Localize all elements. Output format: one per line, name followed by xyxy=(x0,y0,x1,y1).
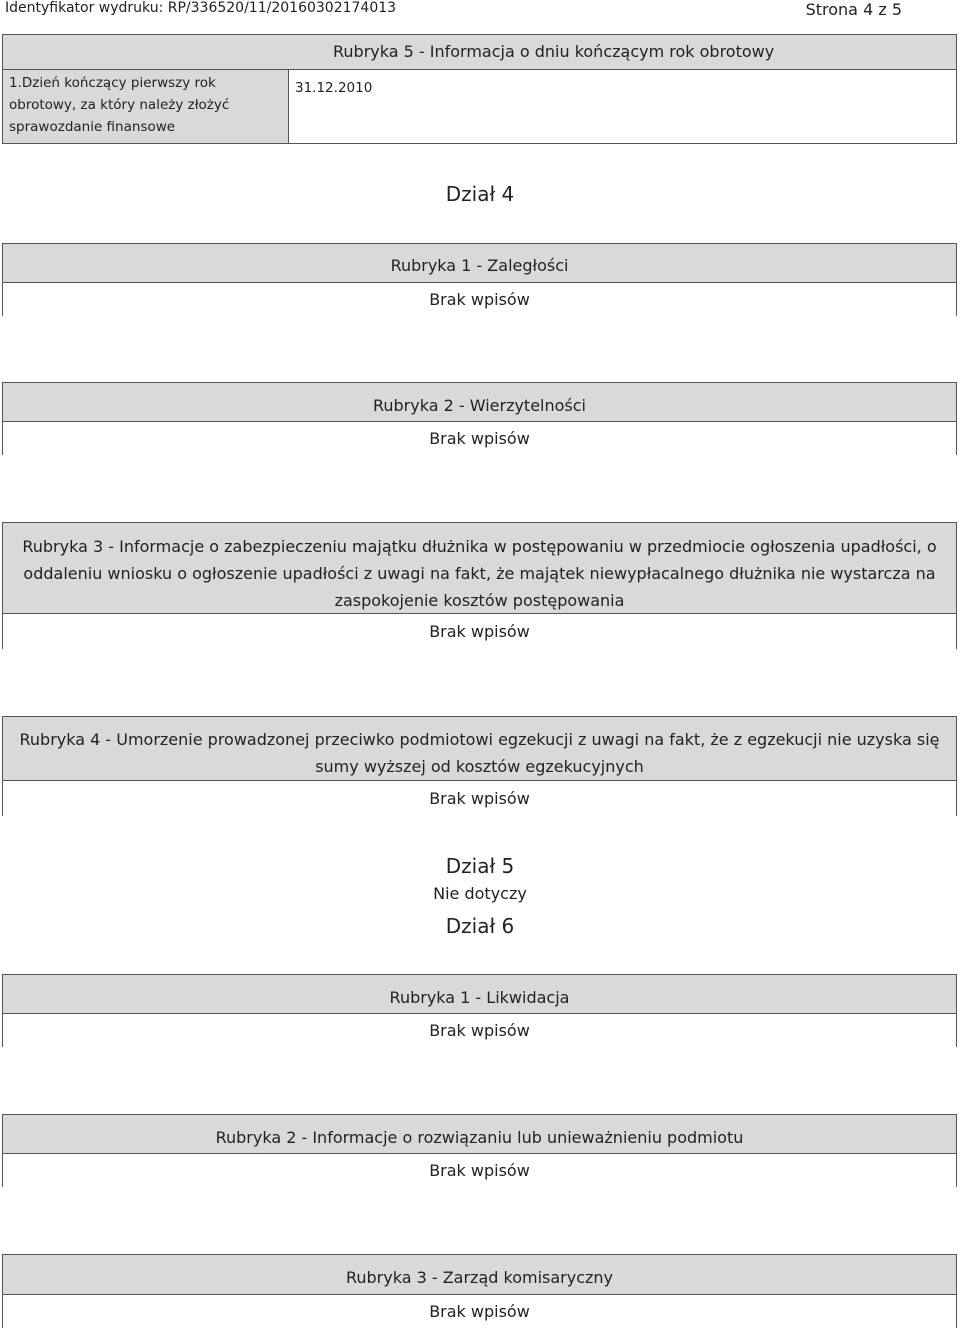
rubryka-title: Rubryka 1 - Zaległości xyxy=(3,244,956,282)
rubryka-title: Rubryka 2 - Wierzytelności xyxy=(3,383,956,421)
rubryka-3-zabezpieczenie xyxy=(2,522,957,649)
rubryka-4-umorzenie xyxy=(2,716,957,816)
rubryka-value: Brak wpisów xyxy=(3,613,956,649)
rubryka-1-likwidacja xyxy=(2,974,957,1047)
rubryka-value: Brak wpisów xyxy=(3,421,956,455)
dzial-5-heading: Dział 5 xyxy=(445,854,515,878)
rubryka-5-table xyxy=(2,34,957,144)
print-id: Identyfikator wydruku: RP/336520/11/20160302174013 xyxy=(5,0,397,16)
rubryka-value: Brak wpisów xyxy=(3,780,956,816)
rubryka-2-wierzytelnosci xyxy=(2,382,957,455)
dzial-6-heading: Dział 6 xyxy=(445,914,515,938)
rubryka-5-value: 31.12.2010 xyxy=(289,69,956,143)
page-number: Strona 4 z 5 xyxy=(805,0,902,19)
rubryka-3-zarzad xyxy=(2,1254,957,1328)
rubryka-1-zaleglosci xyxy=(2,243,957,316)
rubryka-value: Brak wpisów xyxy=(3,1013,956,1047)
dzial-4-heading: Dział 4 xyxy=(445,182,515,206)
rubryka-5-title: Rubryka 5 - Informacja o dniu kończącym rok obrotowy xyxy=(3,35,956,69)
rubryka-5-label: 1.Dzień kończący pierwszy rok obrotowy, za który należy złożyć sprawozdanie finansowe xyxy=(3,69,289,143)
rubryka-title: Rubryka 1 - Likwidacja xyxy=(3,975,956,1013)
dzial-5-note: Nie dotyczy xyxy=(433,884,527,903)
rubryka-title: Rubryka 2 - Informacje o rozwiązaniu lub unieważnieniu podmiotu xyxy=(3,1115,956,1153)
rubryka-title: Rubryka 3 - Informacje o zabezpieczeniu majątku dłużnika w postępowaniu w przedmiocie ogłoszenia upadłości, o oddaleniu wniosku o ogłoszenie upadłości z uwagi na fakt, że majątek niewypłacalnego dłużnika nie wystarcza na zaspokojenie kosztów postępowania xyxy=(3,523,956,613)
rubryka-value: Brak wpisów xyxy=(3,1294,956,1328)
rubryka-value: Brak wpisów xyxy=(3,282,956,316)
rubryka-title: Rubryka 3 - Zarząd komisaryczny xyxy=(3,1255,956,1294)
rubryka-value: Brak wpisów xyxy=(3,1153,956,1187)
rubryka-title: Rubryka 4 - Umorzenie prowadzonej przeciwko podmiotowi egzekucji z uwagi na fakt, że z egzekucji nie uzyska się sumy wyższej od kosztów egzekucyjnych xyxy=(3,717,956,780)
rubryka-2-rozwiazanie xyxy=(2,1114,957,1187)
